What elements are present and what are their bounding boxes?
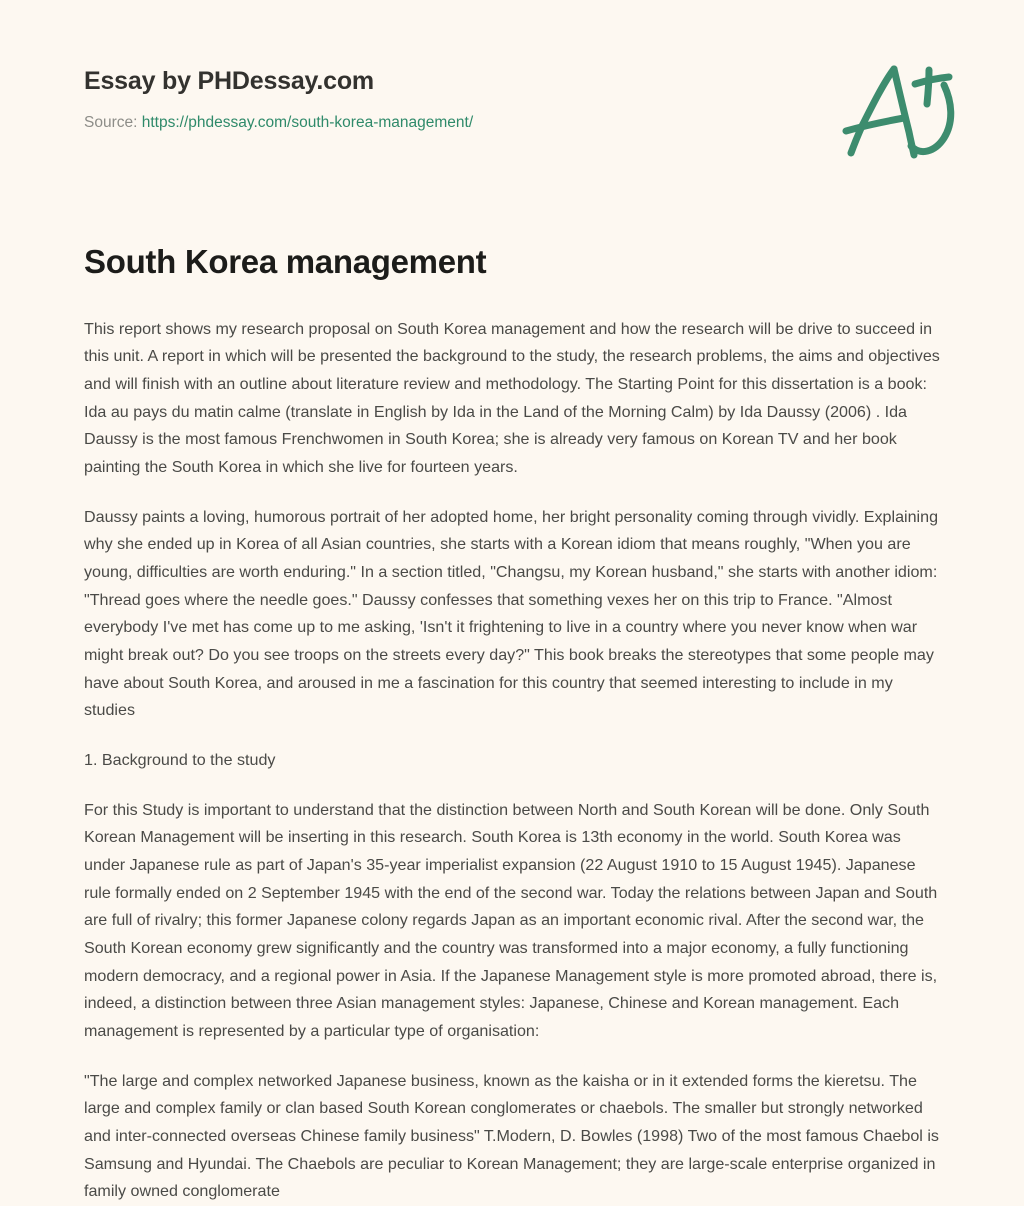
page-title: South Korea management (84, 243, 487, 280)
paragraph: For this Study is important to understand that the distinction between North and South Korean will be done. Only South Korean Management will be inserting in this research. South Korea is 13th economy in the world. South Korea was under Japanese rule as part of Japan's 35-year imperialist expansion (22 August 1910 to 15 August 1945). Japanese rule formally ended on 2 September 1945 with the end of the second war. Today the relations between Japan and South are full of rivalry; this former Japanese colony regards Japan as an important economic rival. After the second war, the South Korean economy grew significantly and the country was transformed into a major economy, a fully functioning modern democracy, and a regional power in Asia. If the Japanese Management style is more promoted abroad, there is, indeed, a distinction between three Asian management styles: Japanese, Chinese and Korean management. Each management is represented by a particular type of organisation: (84, 800, 938, 1041)
paragraph: Daussy paints a loving, humorous portrait of her adopted home, her bright personality coming through vividly. Explaining why she ended up in Korea of all Asian countries, she starts with a Korean idiom that means roughly, "When you are young, difficulties are worth enduring." In a section titled, "Changsu, my Korean husband," she starts with another idiom: "Thread goes where the needle goes." Daussy confesses that something vexes her on this trip to France. "Almost everybody I've met has come up to me asking, 'Isn't it frightening to live in a country where you never know when war might break out? Do you see troops on the streets every day?" This book breaks the stereotypes that some people may have about South Korea, and aroused in me a fascination for this country that seemed interesting to include in my studies (84, 507, 939, 720)
source-url-link[interactable]: https://phdessay.com/south-korea-management/ (141, 113, 474, 131)
brand-title: Essay by PHDessay.com (84, 67, 374, 95)
source-label: Source: (84, 113, 138, 131)
paragraph: This report shows my research proposal on South Korea management and how the research will be drive to succeed in this unit. A report in which will be presented the background to the study, the research problems, the aims and objectives and will finish with an outline about literature review and methodology. The Starting Point for this dissertation is a book: Ida au pays du matin calme (translate in English by Ida in the Land of the Morning Calm) by Ida Daussy (2006) . Ida Daussy is the most famous Frenchwomen in South Korea; she is already very famous on Korean TV and her book painting the South Korea in which she live for fourteen years. (84, 319, 940, 476)
source-line (84, 114, 940, 133)
aplus-logo-icon (832, 60, 962, 165)
article-body (84, 282, 940, 1206)
page-header (84, 0, 940, 176)
section-heading-background: 1. Background to the study (84, 751, 276, 769)
paragraph: "The large and complex networked Japanese business, known as the kaisha or in it extended forms the kieretsu. The large and complex family or clan based South Korean conglomerates or chaebols. The smaller but strongly networked and inter-connected overseas Chinese family business" T.Modern, D. Bowles (1998) Two of the most famous Chaebol is Samsung and Hyundai. The Chaebols are peculiar to Korean Management; they are large-scale enterprise organized in family owned conglomerate (84, 1071, 939, 1201)
